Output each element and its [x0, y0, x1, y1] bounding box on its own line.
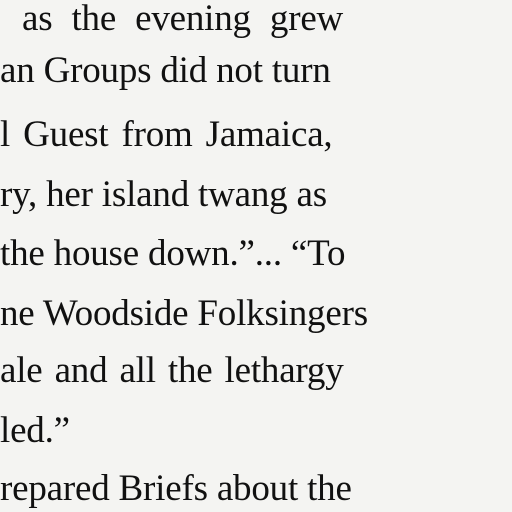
text-line-1: as the evening grew	[22, 0, 344, 39]
text-line-2: an Groups did not turn	[0, 50, 331, 91]
text-line-4: ry, her island twang as	[0, 174, 327, 215]
text-line-6: ne Woodside Folksingers	[0, 293, 368, 334]
text-line-5: the house down.”... “To	[0, 233, 346, 274]
text-line-8: led.”	[0, 410, 70, 451]
text-line-9: repared Briefs about the	[0, 468, 352, 509]
text-line-3: l Guest from Jamaica,	[0, 114, 333, 155]
text-line-7: ale and all the lethargy	[0, 350, 344, 391]
